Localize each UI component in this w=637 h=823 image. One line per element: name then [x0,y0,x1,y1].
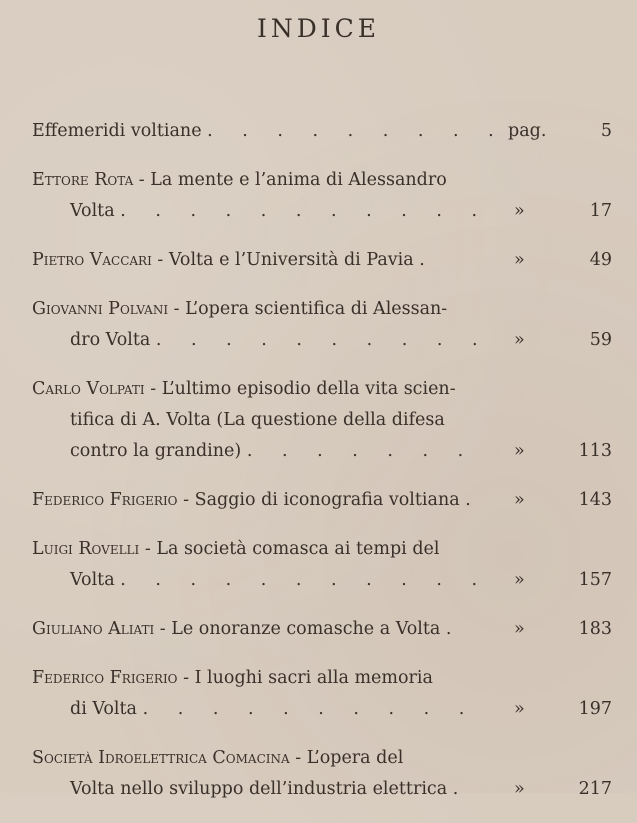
ditto-mark: » [514,441,525,461]
leader-dots: . [452,779,471,799]
toc-entry[interactable]: Ettore Rota - La mente e l’anima di Alessandro Volta . . . . . . . . . . . » 17 [32,165,618,227]
leader-dots: . [419,250,437,270]
ditto-mark: » [514,619,525,639]
entry-title: Volta e l’Università di Pavia [168,250,414,270]
entry-author: Carlo Volpati [32,379,145,399]
entry-title: La mente e l’anima di Alessandro [150,170,447,190]
entry-author: Luigi Rovelli [32,539,140,559]
entry-title: L’ultimo episodio della vita scien- [161,379,456,399]
toc-entry[interactable]: Giovanni Polvani - L’opera scientifica di Alessan- dro Volta . . . . . . . . . . » 59 [32,294,618,356]
leader-dots: . . . . . . . . . . . [120,201,490,221]
entry-title-cont: contro la grandine) [70,441,242,461]
ditto-mark: » [514,330,525,350]
entry-author: Giovanni Polvani [32,299,169,319]
ditto-mark: » [514,201,525,221]
toc-entry[interactable]: Federico Frigerio - Saggio di iconografia voltiana . » 143 [32,485,618,516]
entry-author: Ettore Rota [32,170,134,190]
page-number: 49 [589,250,612,270]
ditto-mark: » [514,490,525,510]
page-number: 197 [578,699,612,719]
page-number: 157 [578,570,612,590]
entry-author: Giuliano Aliati [32,619,155,639]
page-number: 183 [578,619,612,639]
toc-entry[interactable]: Giuliano Aliati - Le onoranze comasche a Volta . » 183 [32,614,618,645]
ditto-mark: » [514,779,525,799]
toc-entry[interactable]: Federico Frigerio - I luoghi sacri alla memoria di Volta . . . . . . . . . . » 197 [32,663,618,725]
toc-entry[interactable]: Luigi Rovelli - La società comasca ai tempi del Volta . . . . . . . . . . . » 157 [32,534,618,596]
ditto-mark: » [514,699,525,719]
page-number: 5 [600,121,612,141]
toc-entry[interactable]: Società Idroelettrica Comacina - L’opera del Volta nello sviluppo dell’industria elettrica . » 217 [32,743,618,805]
entry-title-cont: dro Volta [70,330,151,350]
page-number: 143 [578,490,612,510]
leader-dots: . . . . . . . . . . [155,330,490,350]
page-title: INDICE [256,14,381,43]
page-number: 59 [589,330,612,350]
leader-dots: . . . . . . . . . [207,121,506,141]
entry-title-cont: tifica di A. Volta (La questione della difesa [70,410,445,430]
entry-title-cont: Volta [70,570,115,590]
table-of-contents [32,116,618,823]
entry-title-cont: Volta nello sviluppo dell’industria elettrica [70,779,448,799]
page-number: 217 [578,779,612,799]
entry-author: Società Idroelettrica Comacina [32,748,290,768]
toc-entry[interactable]: Carlo Volpati - L’ultimo episodio della vita scien- tifica di A. Volta (La questione della difesa contro la grandine) . . . . . . . » 113 [32,374,618,467]
entry-author: Federico Frigerio [32,668,178,688]
page-number: 17 [589,201,612,221]
leader-dots: . [445,619,464,639]
entry-title: I luoghi sacri alla memoria [194,668,433,688]
entry-title-cont: Volta [70,201,115,221]
entry-title-cont: di Volta [70,699,137,719]
leader-dots: . . . . . . . . . . [142,699,477,719]
entry-title: La società comasca ai tempi del [156,539,440,559]
page-number: 113 [578,441,612,461]
ditto-mark: » [514,570,525,590]
leader-dots: . [465,490,483,510]
entry-title: L’opera del [306,748,404,768]
entry-author: Pietro Vaccari [32,250,152,270]
entry-author: Federico Frigerio [32,490,178,510]
entry-title: Le onoranze comasche a Volta [171,619,441,639]
toc-entry[interactable]: Pietro Vaccari - Volta e l’Università di Pavia . » 49 [32,245,618,276]
toc-entry[interactable] [32,116,618,147]
entry-title: Effemeridi voltiane [32,121,202,141]
leader-dots: . . . . . . . [246,441,476,461]
page-label: pag. [508,121,547,141]
leader-dots: . . . . . . . . . . . [120,570,490,590]
entry-title: L’opera scientifica di Alessan- [185,299,448,319]
entry-title: Saggio di iconografia voltiana [194,490,460,510]
ditto-mark: » [514,250,525,270]
